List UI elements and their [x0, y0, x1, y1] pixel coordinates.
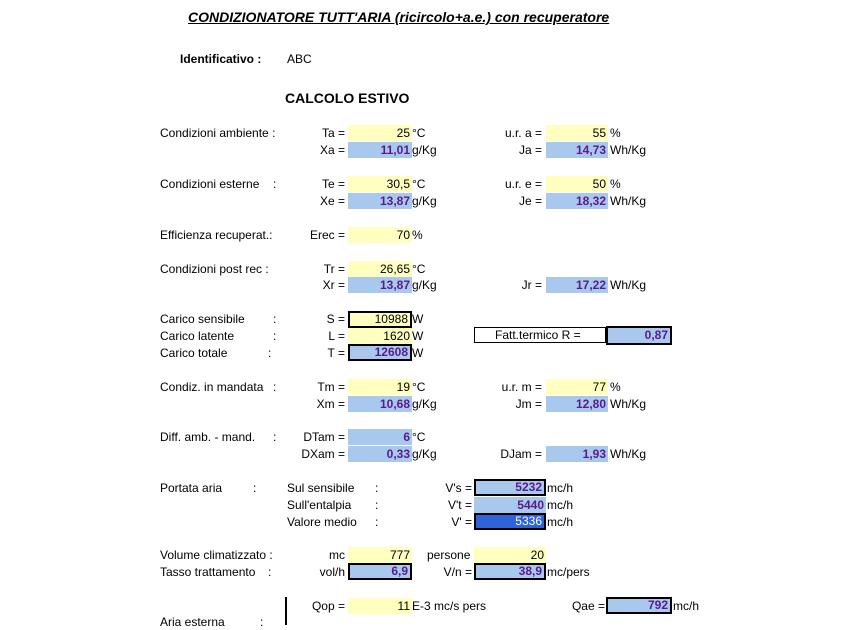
carico-totale-label: Carico totale: [160, 346, 228, 360]
je-cell: 18,32: [546, 193, 608, 209]
mc-cell[interactable]: 777: [348, 547, 412, 563]
tm-unit: °C: [412, 380, 426, 394]
ta-label: Ta =: [321, 126, 345, 140]
persone-cell[interactable]: 20: [474, 547, 546, 563]
qae-unit: mc/h: [673, 599, 700, 613]
mand-label: Condiz. in mandata: [160, 380, 264, 394]
v-cell: 5336: [474, 513, 546, 530]
xa-cell: 11,01: [348, 142, 412, 158]
dxam-label: DXam =: [301, 447, 345, 461]
portata-colon: :: [253, 481, 257, 495]
t-unit: W: [412, 346, 424, 360]
est-colon: :: [273, 177, 277, 191]
carico-latente-label: Carico latente: [160, 329, 235, 343]
vn-label: V/n =: [443, 565, 472, 579]
xr-cell: 13,87: [348, 277, 412, 293]
ja-label: Ja =: [518, 143, 542, 157]
carico-latente-colon: :: [273, 329, 277, 343]
dtam-label: DTam =: [303, 430, 345, 444]
ure-label: u.r. e =: [504, 177, 542, 191]
tr-cell[interactable]: 26,65: [348, 261, 412, 277]
s-cell[interactable]: 10988: [348, 311, 412, 328]
xm-label: Xm =: [316, 397, 345, 411]
erec-unit: %: [412, 228, 423, 242]
v-unit: mc/h: [547, 515, 574, 529]
sul-sensibile-label: Sul sensibile: [287, 481, 355, 495]
diff-label: Diff. amb. - mand.: [160, 430, 256, 444]
jr-label: Jr =: [521, 278, 542, 292]
tasso-label: Tasso trattamento: [160, 565, 256, 579]
jr-unit: Wh/Kg: [610, 278, 647, 292]
vs-cell: 5232: [474, 479, 546, 496]
v-label: V' =: [451, 515, 472, 529]
carico-sensibile-colon: :: [273, 312, 277, 326]
erec-cell[interactable]: 70: [348, 227, 412, 243]
l-cell[interactable]: 1620: [348, 328, 412, 344]
fatt-termico-label: Fatt.termico R =: [474, 327, 606, 343]
carico-totale-colon: :: [268, 346, 272, 360]
vt-unit: mc/h: [547, 498, 574, 512]
dtam-unit: °C: [412, 430, 426, 444]
portata-label: Portata aria: [160, 481, 223, 495]
sul-sensibile-colon: :: [375, 481, 379, 495]
te-unit: °C: [412, 177, 426, 191]
ja-cell: 14,73: [546, 142, 608, 158]
jm-cell: 12,80: [546, 396, 608, 412]
ja-unit: Wh/Kg: [610, 143, 647, 157]
qop-unit: E-3 mc/s pers: [412, 599, 487, 613]
sheet-title: CONDIZIONATORE TUTT'ARIA (ricircolo+a.e.) con recuperatore: [188, 9, 610, 25]
mand-colon: :: [273, 380, 277, 394]
ure-cell[interactable]: 50: [546, 176, 608, 192]
amb-label: Condizioni ambiente :: [160, 126, 276, 140]
xr-label: Xr =: [322, 278, 345, 292]
dtam-cell: 6: [348, 429, 412, 445]
vn-cell: 38,9: [474, 563, 546, 580]
urm-unit: %: [610, 380, 621, 394]
urm-label: u.r. m =: [501, 380, 542, 394]
urm-cell[interactable]: 77: [546, 379, 608, 395]
je-unit: Wh/Kg: [610, 194, 647, 208]
est-label: Condizioni esterne: [160, 177, 260, 191]
mc-label: mc: [329, 548, 345, 562]
jm-unit: Wh/Kg: [610, 397, 647, 411]
xa-unit: g/Kg: [412, 143, 437, 157]
xe-cell: 13,87: [348, 193, 412, 209]
xe-label: Xe =: [319, 194, 345, 208]
s-label: S =: [326, 312, 345, 326]
djam-cell: 1,93: [546, 446, 608, 462]
fatt-termico-cell: 0,87: [606, 326, 672, 345]
section-title: CALCOLO ESTIVO: [285, 90, 410, 106]
vs-unit: mc/h: [547, 481, 574, 495]
t-cell: 12608: [348, 344, 412, 361]
ure-unit: %: [610, 177, 621, 191]
ident-label: Identificativo :: [180, 52, 262, 66]
volh-label: vol/h: [319, 565, 345, 579]
vt-label: V't =: [448, 498, 472, 512]
l-unit: W: [412, 329, 424, 343]
vs-label: V's =: [445, 481, 472, 495]
ta-unit: °C: [412, 126, 426, 140]
xm-cell: 10,68: [348, 396, 412, 412]
aria-esterna-label: Aria esterna: [160, 615, 225, 629]
xa-label: Xa =: [319, 143, 345, 157]
persone-label: persone: [427, 548, 471, 562]
aria-esterna-colon: :: [260, 615, 264, 629]
te-cell[interactable]: 30,5: [348, 176, 412, 192]
jm-label: Jm =: [515, 397, 542, 411]
tasso-colon: :: [268, 565, 272, 579]
ident-value[interactable]: ABC: [287, 52, 312, 66]
dxam-unit: g/Kg: [412, 447, 437, 461]
valore-medio-colon: :: [375, 515, 379, 529]
divider-line: [285, 597, 287, 625]
ura-cell[interactable]: 55: [546, 125, 608, 141]
diff-colon: :: [273, 430, 277, 444]
tr-label: Tr =: [323, 262, 345, 276]
vt-cell: 5440: [474, 497, 546, 513]
dxam-cell: 0,33: [348, 446, 412, 462]
vn-unit: mc/pers: [547, 565, 590, 579]
post-label: Condizioni post rec :: [160, 262, 269, 276]
ura-label: u.r. a =: [504, 126, 542, 140]
sull-entalpia-label: Sull'entalpia: [287, 498, 352, 512]
xe-unit: g/Kg: [412, 194, 437, 208]
erec-label: Erec =: [309, 228, 345, 242]
tm-label: Tm =: [317, 380, 345, 394]
djam-label: DJam =: [500, 447, 542, 461]
djam-unit: Wh/Kg: [610, 447, 647, 461]
jr-cell: 17,22: [546, 277, 608, 293]
xm-unit: g/Kg: [412, 397, 437, 411]
te-label: Te =: [321, 177, 345, 191]
xr-unit: g/Kg: [412, 278, 437, 292]
carico-sensibile-label: Carico sensibile: [160, 312, 245, 326]
valore-medio-label: Valore medio: [287, 515, 357, 529]
je-label: Je =: [518, 194, 542, 208]
qop-label: Qop =: [311, 599, 345, 613]
l-label: L =: [328, 329, 345, 343]
tr-unit: °C: [412, 262, 426, 276]
tm-cell[interactable]: 19: [348, 379, 412, 395]
qae-label: Qae =: [571, 599, 605, 613]
volume-label: Volume climatizzato :: [160, 548, 273, 562]
eff-label: Efficienza recuperat.:: [160, 228, 273, 242]
qop-cell[interactable]: 11: [348, 598, 412, 614]
s-unit: W: [412, 312, 424, 326]
volh-cell: 6,9: [348, 563, 412, 580]
sull-entalpia-colon: :: [375, 498, 379, 512]
t-label: T =: [327, 346, 345, 360]
ura-unit: %: [610, 126, 621, 140]
ta-cell[interactable]: 25: [348, 125, 412, 141]
qae-cell: 792: [606, 597, 672, 614]
